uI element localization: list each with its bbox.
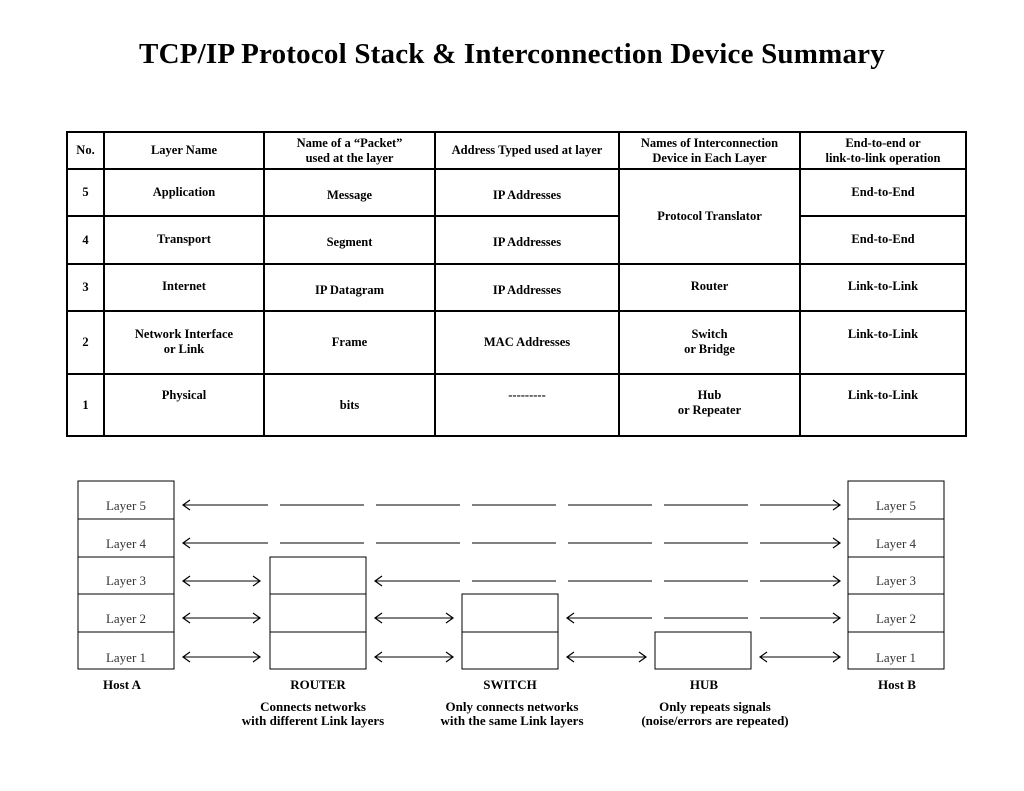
header-layer-name: Layer Name — [104, 132, 264, 169]
row-operation: End-to-End — [800, 169, 966, 216]
row-no: 5 — [67, 169, 104, 216]
row-address: MAC Addresses — [435, 311, 619, 374]
row-address: --------- — [435, 374, 619, 436]
header-packet-name: Name of a “Packet” used at the layer — [264, 132, 435, 169]
row-layer-name: Application — [104, 169, 264, 216]
page-title: TCP/IP Protocol Stack & Interconnection Device Summary — [139, 38, 885, 70]
row-device: Hub or Repeater — [619, 374, 800, 436]
header-address-type: Address Typed used at layer — [435, 132, 619, 169]
header-device-names: Names of Interconnection Device in Each Layer — [619, 132, 800, 169]
row-device: Router — [619, 264, 800, 311]
host-b-layer-4: Layer 4 — [875, 536, 917, 551]
row-no: 2 — [67, 311, 104, 374]
row-no: 4 — [67, 216, 104, 264]
switch-desc-line-1: Only connects networks — [445, 699, 579, 714]
host-a-label: Host A — [103, 677, 141, 692]
hub-box — [655, 632, 751, 669]
row-packet: bits — [264, 374, 435, 436]
host-b-layer-3: Layer 3 — [875, 573, 917, 588]
host-b-layer-5: Layer 5 — [875, 498, 917, 513]
router-box — [270, 557, 366, 669]
router-desc-line-1: Connects networks — [260, 699, 366, 714]
hub-label: HUB — [689, 677, 719, 692]
host-a-layer-1: Layer 1 — [105, 650, 147, 665]
row-layer-name: Internet — [104, 264, 264, 311]
row-address: IP Addresses — [435, 216, 619, 264]
row-packet: Segment — [264, 216, 435, 264]
switch-desc-line-2: with the same Link layers — [440, 713, 584, 728]
row-packet: IP Datagram — [264, 264, 435, 311]
row-no: 1 — [67, 374, 104, 436]
row-layer-name: Physical — [104, 374, 264, 436]
hub-desc-line-2: (noise/errors are repeated) — [641, 713, 789, 728]
row-device: Switch or Bridge — [619, 311, 800, 374]
router-label: ROUTER — [290, 677, 346, 692]
row-address: IP Addresses — [435, 264, 619, 311]
row-operation: Link-to-Link — [800, 374, 966, 436]
row-no: 3 — [67, 264, 104, 311]
row-packet: Frame — [264, 311, 435, 374]
switch-label: SWITCH — [483, 677, 537, 692]
host-a-layer-4: Layer 4 — [105, 536, 147, 551]
host-a-layer-2: Layer 2 — [105, 611, 147, 626]
row-device: Protocol Translator — [619, 169, 800, 264]
row-address: IP Addresses — [435, 169, 619, 216]
host-b-label: Host B — [878, 677, 916, 692]
row-packet: Message — [264, 169, 435, 216]
host-b-layer-2: Layer 2 — [875, 611, 917, 626]
row-operation: Link-to-Link — [800, 311, 966, 374]
row-operation: Link-to-Link — [800, 264, 966, 311]
hub-desc-line-1: Only repeats signals — [659, 699, 771, 714]
host-a-layer-5: Layer 5 — [105, 498, 147, 513]
header-no: No. — [67, 132, 104, 169]
router-desc-line-2: with different Link layers — [241, 713, 385, 728]
row-layer-name: Transport — [104, 216, 264, 264]
row-operation: End-to-End — [800, 216, 966, 264]
header-operation: End-to-end or link-to-link operation — [800, 132, 966, 169]
host-a-layer-3: Layer 3 — [105, 573, 147, 588]
row-layer-name: Network Interface or Link — [104, 311, 264, 374]
host-b-layer-1: Layer 1 — [875, 650, 917, 665]
